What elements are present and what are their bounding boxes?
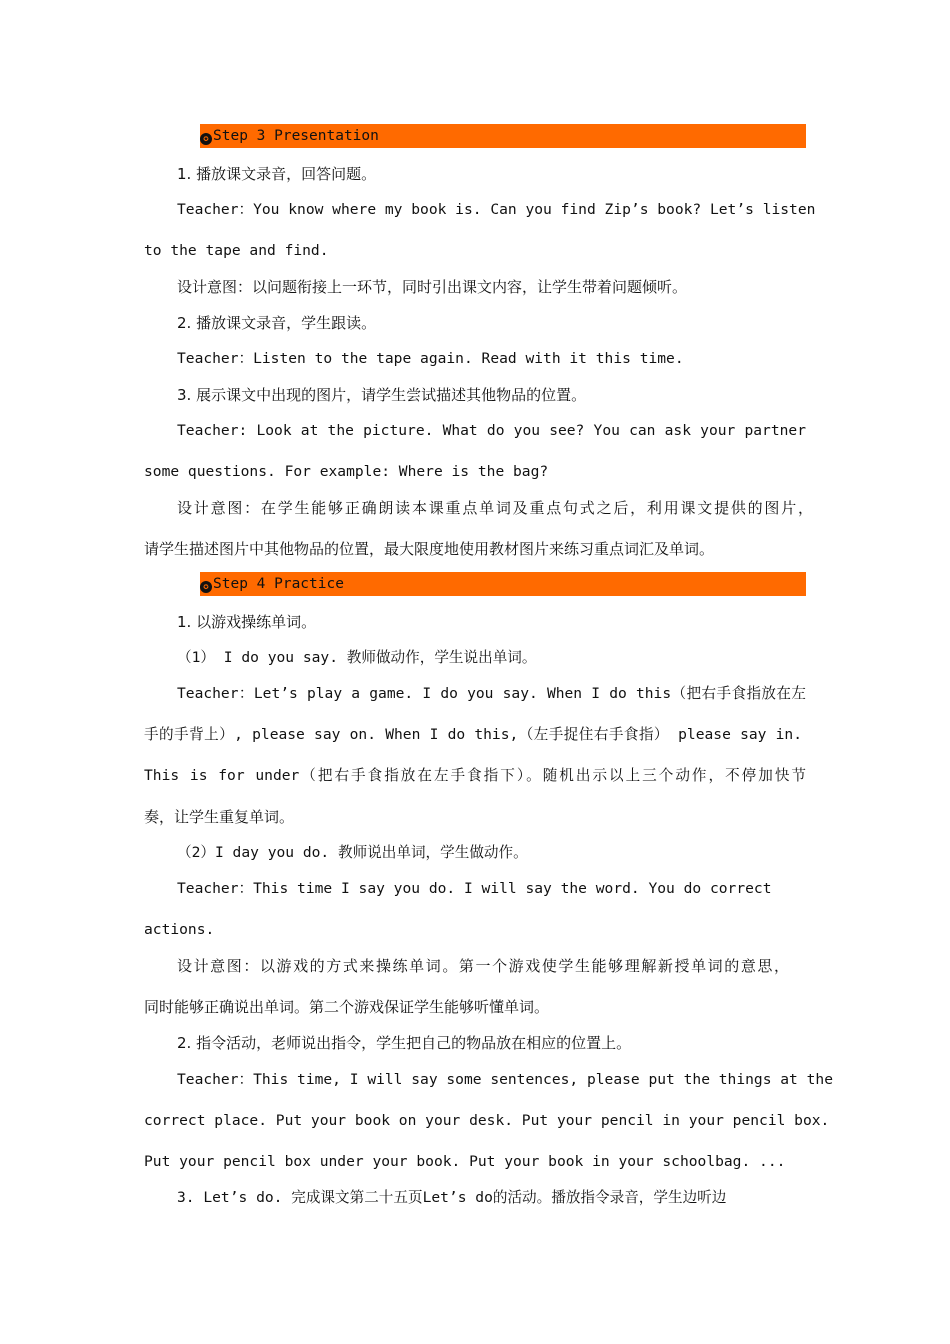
circle-star-icon: ✪ <box>200 133 212 145</box>
step4-game-2: （2）I day you do. 教师说出单词，学生做动作。 <box>177 844 528 861</box>
step4-teacher-2b: actions. <box>144 921 215 938</box>
step3-teacher-2: Teacher：Listen to the tape again. Read with it this time. <box>177 350 684 367</box>
step4-teacher-3c: Put your pencil box under your book. Put your book in your schoolbag. ... <box>144 1153 786 1170</box>
step3-teacher-3b: some questions. For example: Where is the bag? <box>144 463 549 480</box>
step4-item-1: 1. 以游戏操练单词。 <box>177 613 317 631</box>
step4-heading-bar <box>200 572 806 596</box>
step3-heading-bar <box>200 124 806 148</box>
step3-design-2a: 设计意图：在学生能够正确朗读本课重点单词及重点句式之后，利用课文提供的图片， <box>177 499 813 517</box>
step4-teacher-3a: Teacher：This time, I will say some sentences, please put the things at the <box>177 1071 833 1088</box>
step3-design-1: 设计意图：以问题衔接上一环节，同时引出课文内容，让学生带着问题倾听。 <box>177 278 688 296</box>
step4-teacher-1d: 奏，让学生重复单词。 <box>144 808 295 826</box>
step4-item-2: 2. 指令活动，老师说出指令，学生把自己的物品放在相应的位置上。 <box>177 1034 632 1052</box>
step3-item-2: 2. 播放课文录音，学生跟读。 <box>177 314 377 332</box>
circle-star-icon: ✪ <box>200 581 212 593</box>
step4-design-1b: 同时能够正确说出单词。第二个游戏保证学生能够听懂单词。 <box>144 998 550 1016</box>
step4-heading: Step 4 Practice <box>213 576 344 592</box>
step4-teacher-1b: 手的手背上）, please say on. When I do this,（左手捉住右手食指） please say in. <box>144 726 802 743</box>
step3-heading: Step 3 Presentation <box>213 128 379 144</box>
step3-item-3: 3. 展示课文中出现的图片，请学生尝试描述其他物品的位置。 <box>177 386 587 404</box>
step4-teacher-2a: Teacher：This time I say you do. I will say the word. You do correct <box>177 880 772 897</box>
step4-teacher-3b: correct place. Put your book on your desk. Put your pencil in your pencil box. <box>144 1112 830 1129</box>
step4-teacher-1c: This is for under（把右手食指放在左手食指下）。随机出示以上三个动作，不停加快节 <box>144 767 806 784</box>
step3-teacher-1b: to the tape and find. <box>144 242 329 259</box>
step3-item-1: 1. 播放课文录音，回答问题。 <box>177 165 377 183</box>
step4-teacher-1a: Teacher：Let’s play a game. I do you say. When I do this（把右手食指放在左 <box>177 685 806 702</box>
step4-design-1a: 设计意图：以游戏的方式来操练单词。第一个游戏使学生能够理解新授单词的意思， <box>177 957 789 975</box>
step3-design-2b: 请学生描述图片中其他物品的位置，最大限度地使用教材图片来练习重点词汇及单词。 <box>144 540 715 558</box>
step4-item-3: 3. Let’s do. 完成课文第二十五页Let’s do的活动。播放指令录音，学生边听边 <box>177 1189 727 1206</box>
step3-teacher-1a: Teacher：You know where my book is. Can you find Zip’s book? Let’s listen <box>177 201 816 218</box>
step4-game-1: （1） I do you say. 教师做动作，学生说出单词。 <box>177 649 537 666</box>
step3-teacher-3a: Teacher: Look at the picture. What do you see? You can ask your partner <box>177 422 806 439</box>
